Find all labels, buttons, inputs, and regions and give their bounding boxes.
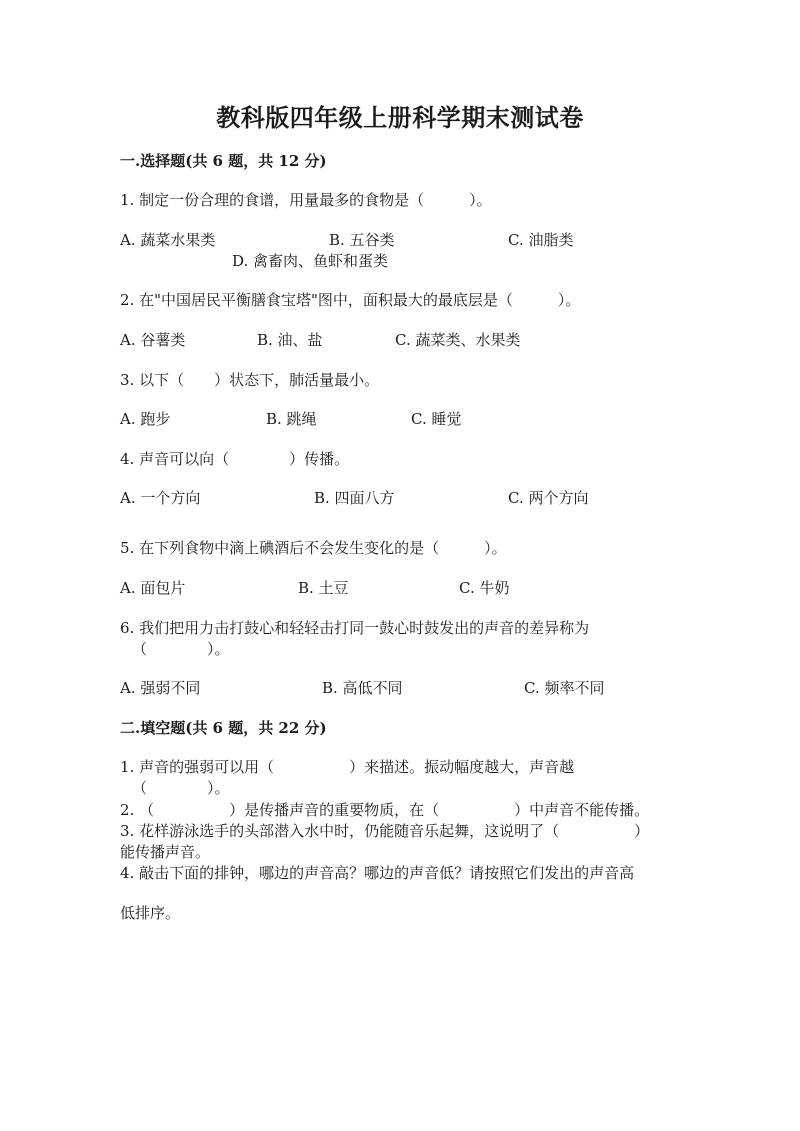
option-c: C. 蔬菜类、水果类 (395, 331, 521, 349)
option-a: A. 一个方向 (120, 489, 201, 507)
option-c: C. 牛奶 (459, 579, 510, 597)
question-text: 5. 在下列食物中滴上碘酒后不会发生变化的是（ ）。 (120, 539, 507, 557)
question-text: 2. 在"中国居民平衡膳食宝塔"图中，面积最大的最底层是（ ）。 (120, 291, 581, 309)
option-c: C. 两个方向 (508, 489, 589, 507)
question-text: 4. 敲击下面的排钟，哪边的声音高？哪边的声音低？请按照它们发出的声音高 (120, 864, 635, 882)
question-text-continued: 能传播声音。 (120, 843, 211, 861)
option-c: C. 油脂类 (508, 231, 574, 249)
option-b: B. 油、盐 (257, 331, 323, 349)
section-heading-fill: 二.填空题(共 6 题，共 22 分) (120, 719, 327, 737)
question-text-continued: 低排序。 (120, 904, 181, 922)
question-text: 1. 制定一份合理的食谱，用量最多的食物是（ ）。 (120, 191, 492, 209)
option-a: A. 谷薯类 (120, 331, 186, 349)
question-text: 4. 声音可以向（ ）传播。 (120, 450, 350, 468)
option-a: A. 强弱不同 (120, 679, 201, 697)
question-text: 1. 声音的强弱可以用（ ）来描述。振动幅度越大，声音越 (120, 758, 575, 776)
option-d: D. 禽畜肉、鱼虾和蛋类 (232, 252, 389, 270)
option-a: A. 蔬菜水果类 (120, 231, 216, 249)
question-text: 3. 以下（ ）状态下，肺活量最小。 (120, 371, 380, 389)
option-b: B. 五谷类 (329, 231, 395, 249)
question-text: 3. 花样游泳选手的头部潜入水中时，仍能随音乐起舞，这说明了（ ） (120, 822, 650, 840)
section-heading-choice: 一.选择题(共 6 题，共 12 分) (120, 152, 327, 170)
option-a: A. 跑步 (120, 410, 171, 428)
question-text-continued: （ ）。 (132, 779, 230, 797)
option-c: C. 频率不同 (524, 679, 605, 697)
question-text: 2. （ ）是传播声音的重要物质，在（ ）中声音不能传播。 (120, 801, 650, 819)
page-title: 教科版四年级上册科学期末测试卷 (216, 103, 584, 132)
question-text-continued: （ ）。 (132, 640, 230, 658)
option-a: A. 面包片 (120, 579, 186, 597)
question-text: 6. 我们把用力击打鼓心和轻轻击打同一鼓心时鼓发出的声音的差异称为 (120, 619, 590, 637)
option-c: C. 睡觉 (411, 410, 462, 428)
option-b: B. 四面八方 (314, 489, 395, 507)
option-b: B. 高低不同 (322, 679, 403, 697)
option-b: B. 跳绳 (266, 410, 317, 428)
option-b: B. 土豆 (298, 579, 349, 597)
